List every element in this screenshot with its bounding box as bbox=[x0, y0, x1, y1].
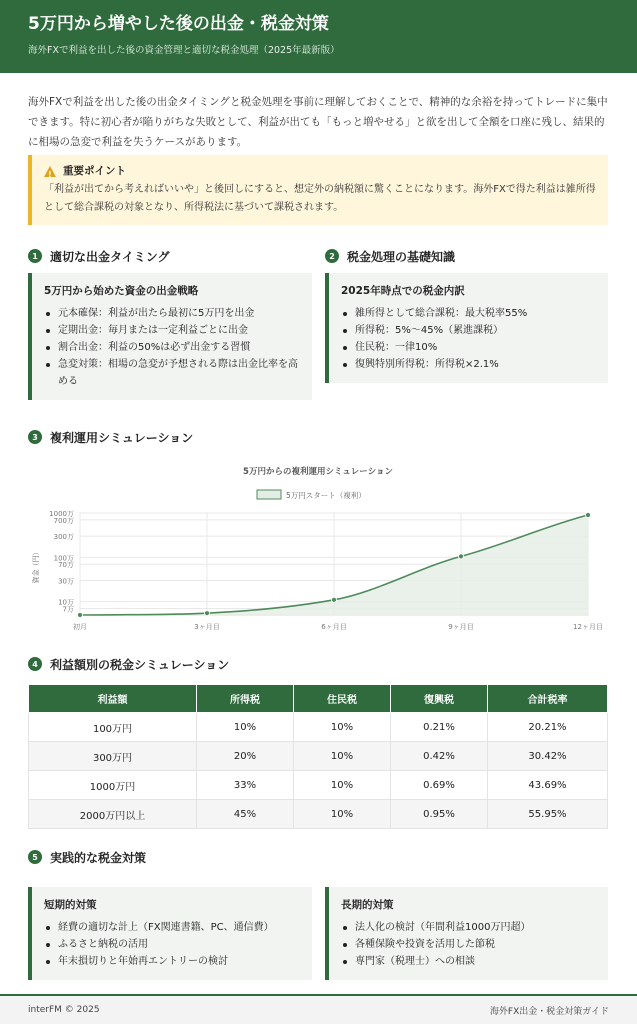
page-title: 5万円から増やした後の出金・税金対策 bbox=[28, 14, 329, 34]
page-footer bbox=[0, 994, 637, 1024]
data-point bbox=[78, 613, 83, 618]
y-tick-label: 70万 bbox=[58, 561, 74, 570]
section-heading-simulation bbox=[28, 428, 193, 446]
footer-copyright: interFM © 2025 bbox=[28, 1005, 100, 1015]
list-item: ふるさと納税の活用 bbox=[44, 936, 300, 953]
table-cell: 0.69% bbox=[391, 771, 488, 800]
table-cell: 20% bbox=[197, 742, 294, 771]
table-cell: 10% bbox=[294, 771, 391, 800]
list-item: 所得税：5%〜45%（累進課税） bbox=[341, 322, 596, 339]
card-title: 5万円から始めた資金の出金戦略 bbox=[44, 285, 199, 297]
list-item: 住民税：一律10% bbox=[341, 339, 596, 356]
table-cell: 43.69% bbox=[488, 771, 608, 800]
list-item: 年末損切りと年始再エントリーの検討 bbox=[44, 953, 300, 970]
y-tick-label: 300万 bbox=[53, 533, 74, 542]
table-cell: 33% bbox=[197, 771, 294, 800]
section-heading-withdraw bbox=[28, 247, 170, 265]
table-cell: 0.95% bbox=[391, 800, 488, 829]
table-row bbox=[29, 771, 608, 800]
footer-guide-title: 海外FX出金・税金対策ガイド bbox=[489, 1006, 609, 1017]
intro-paragraph: 海外FXで利益を出した後の出金タイミングと税金処理を事前に理解しておくことで、精神的な余裕を持ってトレードに集中できます。特に初心者が陥りがちな失敗として、利益が出ても「もっと増やせる」と欲を出して全額を口座に残し、結果的に相場の急変で利益を失うケースがあります。 bbox=[28, 96, 608, 148]
list-item: 元本確保：利益が出たら最初に5万円を出金 bbox=[44, 305, 300, 322]
list-item: 経費の適切な計上（FX関連書籍、PC、通信費） bbox=[44, 919, 300, 936]
section-heading-tax-simulation bbox=[28, 655, 229, 673]
warning-icon bbox=[44, 166, 56, 177]
section-heading-tax-basics bbox=[325, 247, 455, 265]
table-cell: 10% bbox=[197, 713, 294, 742]
tax-list bbox=[341, 305, 596, 373]
data-point bbox=[332, 597, 337, 602]
table-cell: 300万円 bbox=[29, 742, 197, 771]
data-point bbox=[459, 554, 464, 559]
table-row bbox=[29, 800, 608, 829]
x-tick-labels bbox=[73, 622, 603, 631]
y-tick-label: 100万 bbox=[53, 554, 74, 563]
y-tick-labels bbox=[49, 510, 74, 614]
column-header: 合計税率 bbox=[488, 685, 608, 713]
table-cell: 2000万円以上 bbox=[29, 800, 197, 829]
y-axis-label: 資金（円） bbox=[32, 548, 40, 584]
page-header bbox=[0, 0, 637, 73]
section-title: 利益額別の税金シミュレーション bbox=[50, 657, 230, 672]
column-header: 復興税 bbox=[391, 685, 488, 713]
x-tick-label: 12ヶ月目 bbox=[573, 623, 603, 631]
x-tick-label: 6ヶ月目 bbox=[321, 623, 347, 631]
data-point bbox=[205, 611, 210, 616]
important-alert bbox=[28, 155, 608, 225]
section-title: 複利運用シミュレーション bbox=[50, 430, 194, 445]
compound-chart-svg bbox=[28, 458, 608, 638]
table-row bbox=[29, 713, 608, 742]
data-point bbox=[586, 513, 591, 518]
list-item: 専門家（税理士）への相談 bbox=[341, 953, 596, 970]
table-cell: 55.95% bbox=[488, 800, 608, 829]
card-withdraw-strategy bbox=[28, 273, 312, 400]
list-item: 定期出金：毎月または一定利益ごとに出金 bbox=[44, 322, 300, 339]
list-item: 雑所得として総合課税：最大税率55% bbox=[341, 305, 596, 322]
column-header: 所得税 bbox=[197, 685, 294, 713]
page-subtitle: 海外FXで利益を出した後の資金管理と適切な税金処理（2025年最新版） bbox=[28, 45, 340, 56]
table-cell: 100万円 bbox=[29, 713, 197, 742]
table-cell: 45% bbox=[197, 800, 294, 829]
card-tax-breakdown bbox=[325, 273, 608, 383]
list-item: 各種保険や投資を活用した節税 bbox=[341, 936, 596, 953]
chart-title: 5万円からの複利運用シミュレーション bbox=[243, 467, 393, 477]
table-cell: 10% bbox=[294, 800, 391, 829]
column-header: 利益額 bbox=[29, 685, 197, 713]
list-item: 急変対策：相場の急変が予想される際は出金比率を高める bbox=[44, 356, 300, 390]
withdraw-list bbox=[44, 305, 300, 390]
legend-label: 5万円スタート（複利） bbox=[286, 491, 366, 500]
short-term-list bbox=[44, 919, 300, 970]
list-item: 復興特別所得税：所得税×2.1% bbox=[341, 356, 596, 373]
section-title: 適切な出金タイミング bbox=[50, 249, 170, 264]
list-item: 法人化の検討（年間利益1000万円超） bbox=[341, 919, 596, 936]
table-cell: 1000万円 bbox=[29, 771, 197, 800]
x-tick-label: 3ヶ月目 bbox=[194, 623, 220, 631]
table-cell: 30.42% bbox=[488, 742, 608, 771]
x-tick-label: 9ヶ月目 bbox=[448, 623, 474, 631]
y-tick-label: 700万 bbox=[53, 516, 74, 525]
card-long-term bbox=[325, 887, 608, 980]
table-cell: 0.21% bbox=[391, 713, 488, 742]
section-number: 5 bbox=[28, 850, 42, 864]
section-title: 実践的な税金対策 bbox=[50, 850, 147, 865]
legend-swatch bbox=[257, 490, 281, 499]
section-number: 2 bbox=[325, 249, 339, 263]
card-title: 2025年時点での税金内訳 bbox=[341, 285, 465, 297]
card-title: 短期的対策 bbox=[44, 899, 97, 911]
table-cell: 20.21% bbox=[488, 713, 608, 742]
alert-title: 重要ポイント bbox=[63, 165, 126, 177]
long-term-list bbox=[341, 919, 596, 970]
compound-chart bbox=[28, 458, 608, 638]
section-title: 税金処理の基礎知識 bbox=[347, 249, 456, 264]
section-number: 1 bbox=[28, 249, 42, 263]
section-number: 3 bbox=[28, 430, 42, 444]
table-cell: 0.42% bbox=[391, 742, 488, 771]
table-row bbox=[29, 742, 608, 771]
tax-table bbox=[28, 684, 608, 829]
y-tick-label: 7万 bbox=[62, 605, 74, 614]
x-tick-label: 初月 bbox=[73, 623, 87, 631]
section-number: 4 bbox=[28, 657, 42, 671]
section-heading-practical bbox=[28, 848, 146, 866]
table-header-row bbox=[29, 685, 608, 713]
table-cell: 10% bbox=[294, 713, 391, 742]
card-title: 長期的対策 bbox=[341, 899, 394, 911]
card-short-term bbox=[28, 887, 312, 980]
alert-body: 「利益が出てから考えればいいや」と後回しにすると、想定外の納税額に驚くことになります。海外FXで得た利益は雑所得として総合課税の対象となり、所得税法に基づいて課税されます。 bbox=[44, 184, 596, 213]
y-tick-label: 1000万 bbox=[49, 510, 74, 518]
column-header: 住民税 bbox=[294, 685, 391, 713]
y-tick-label: 30万 bbox=[58, 577, 74, 586]
list-item: 割合出金：利益の50%は必ず出金する習慣 bbox=[44, 339, 300, 356]
y-tick-label: 10万 bbox=[58, 598, 74, 607]
table-cell: 10% bbox=[294, 742, 391, 771]
